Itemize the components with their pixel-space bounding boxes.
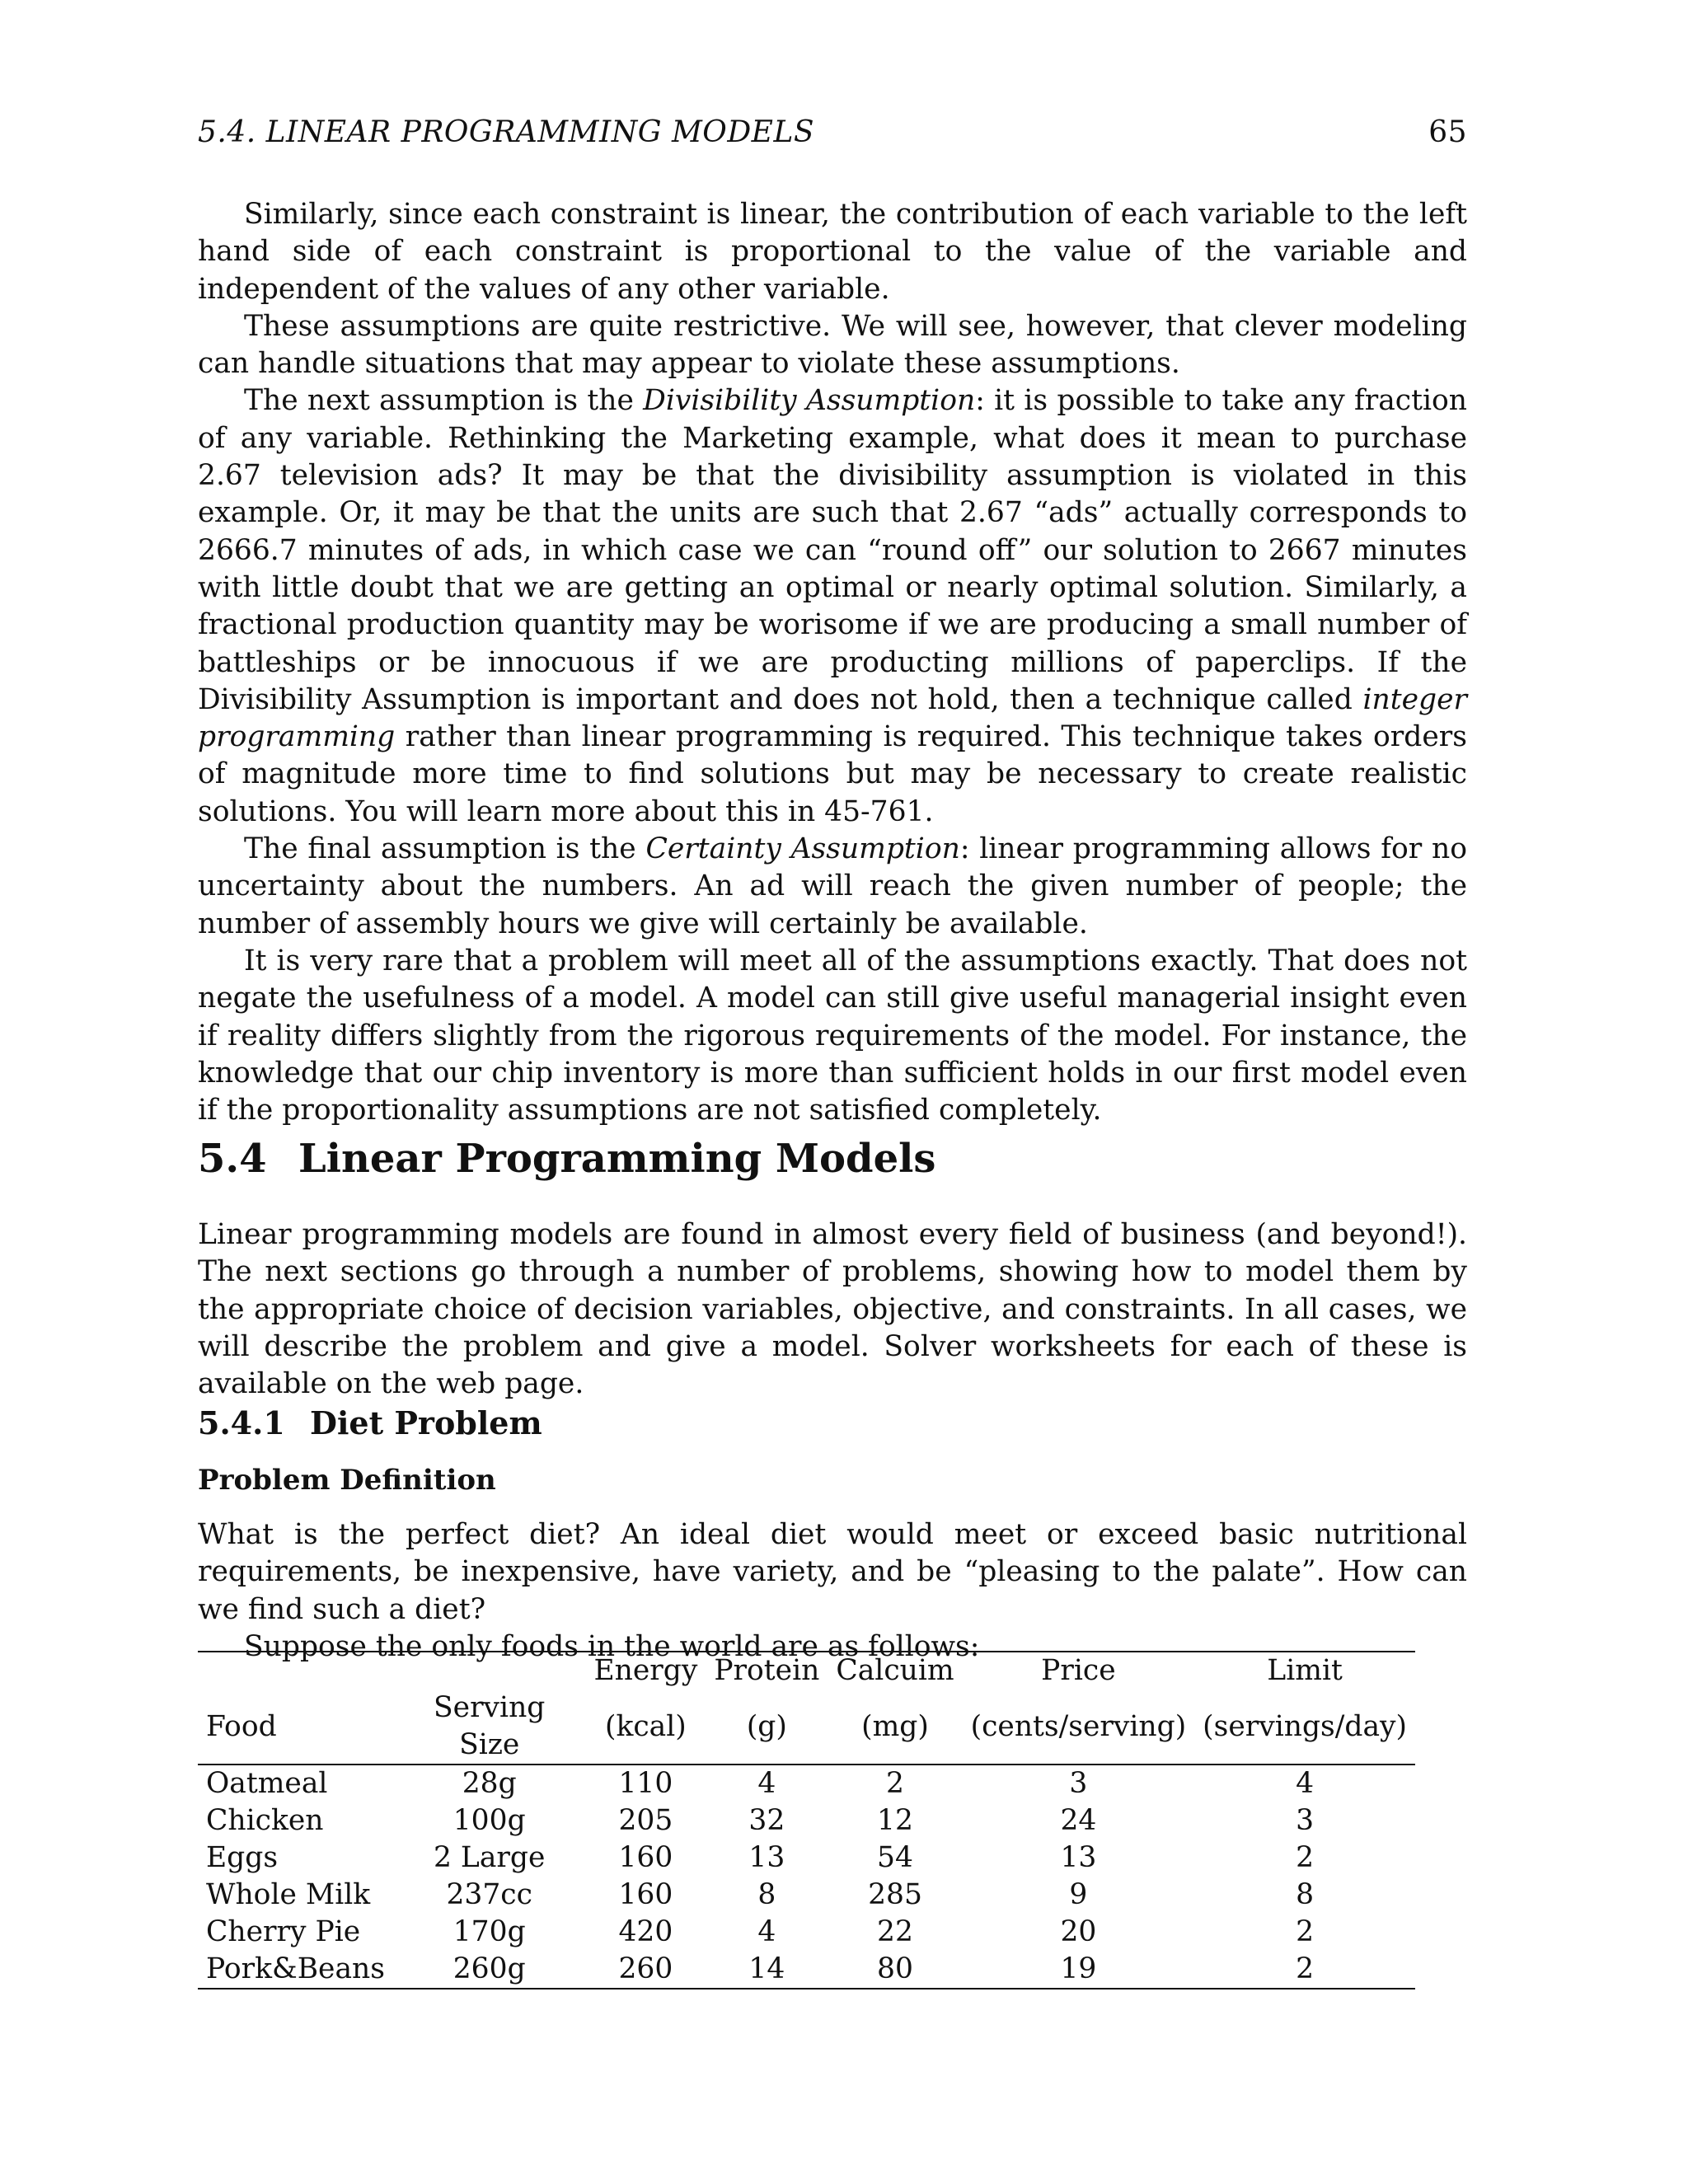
table-row xyxy=(198,1951,1415,1989)
diet-problem-text xyxy=(198,1516,1467,1666)
paragraph-heading: Problem Definition xyxy=(198,1464,496,1497)
paragraph-rare: It is very rare that a problem will meet all of the assumptions exactly. That does not negate the usefulness of a model. A model can still give useful managerial insight even if reality differs slightly from the rigorous requirements of the model. For instance, the knowledge that our chip inventory is more than sufficient holds in our first model even if the proportionality assumptions are not satisfied completely. xyxy=(198,944,1467,1127)
table-cell: 2 xyxy=(886,1767,904,1800)
table-row xyxy=(198,1914,1415,1951)
table-cell: 24 xyxy=(1060,1804,1097,1837)
subsection-number: 5.4.1 xyxy=(198,1404,285,1441)
header-cell: (mg) xyxy=(828,1690,962,1765)
table-cell: 2 Large xyxy=(434,1841,546,1874)
running-title: 5.4. LINEAR PROGRAMMING MODELS xyxy=(198,115,815,149)
table-cell: 160 xyxy=(618,1878,673,1911)
table-cell: 100g xyxy=(452,1804,526,1837)
table-cell: 80 xyxy=(828,1951,962,1989)
table-cell: 260g xyxy=(393,1951,585,1989)
table-cell: 13 xyxy=(748,1841,785,1874)
table-cell: 19 xyxy=(963,1951,1195,1989)
table-cell: 160 xyxy=(618,1841,673,1874)
table-cell: Cherry Pie xyxy=(206,1915,361,1948)
table-cell: 28g xyxy=(462,1767,517,1800)
table-cell: 22 xyxy=(877,1915,913,1948)
header-cell: Energy xyxy=(585,1652,706,1690)
table-cell: Chicken xyxy=(206,1804,324,1837)
table-cell: 260 xyxy=(585,1951,706,1989)
table-row xyxy=(198,1765,1415,1802)
table-header-row-bottom xyxy=(198,1690,1415,1765)
paragraph-divisibility: The next assumption is the Divisibility Assumption: it is possible to take any fraction of any variable. Rethinking the Marketing example, what does it mean to purchase 2.67 television ads? It may be that the divisibility assumption is violated in this example. Or, it may be that the units are such that 2.67 “ads” actually corresponds to 2666.7 minutes of ads, in which case we can “round off” our solution to 2667 minutes with little doubt that we are getting an optimal or nearly optimal solution. Similarly, a fractional production quantity may be worisome if we are producing a small number of battleships or be innocuous if we are producting millions of paperclips. If the Divisibility Assumption is important and does not hold, then a technique called integer programming rather than linear programming is required. This technique takes orders of magnitude more time to find solutions but may be necessary to create realistic solutions. You will learn more about this in 45-761. xyxy=(198,384,1468,828)
table-cell: 205 xyxy=(618,1804,673,1837)
section-heading xyxy=(198,1136,1467,1182)
paragraph-proportionality: Similarly, since each constraint is linear, the contribution of each variable to the left hand side of each constraint is proportional to the value of the variable and independent of the values of any other variable. xyxy=(198,198,1467,306)
header-cell: (g) xyxy=(706,1690,828,1765)
table-cell: 285 xyxy=(868,1878,922,1911)
table-cell: 4 xyxy=(1296,1767,1315,1800)
table-cell: 54 xyxy=(877,1841,913,1874)
header-cell: Calcuim xyxy=(828,1652,962,1690)
header-cell: (kcal) xyxy=(585,1690,706,1765)
table-cell: Pork&Beans xyxy=(198,1951,393,1989)
paragraph-restrictive: These assumptions are quite restrictive. We will see, however, that clever modeling can handle situations that may appear to violate these assumptions. xyxy=(198,309,1467,381)
table-cell: 170g xyxy=(452,1915,526,1948)
section-intro-paragraph: Linear programming models are found in almost every field of business (and beyond!). The next sections go through a number of problems, showing how to model them by the appropriate choice of decision variables, objective, and constraints. In all cases, we will describe the problem and give a model. Solver worksheets for each of these is available on the web page. xyxy=(198,1218,1467,1401)
header-cell xyxy=(393,1652,585,1690)
term-integer-programming: integer programming xyxy=(198,682,1467,754)
table-cell: 2 xyxy=(1296,1841,1315,1874)
header-cell: Serving Size xyxy=(393,1690,585,1765)
section-number: 5.4 xyxy=(198,1136,267,1182)
table-cell: Eggs xyxy=(206,1841,279,1874)
section-title: Linear Programming Models xyxy=(298,1136,936,1182)
table-cell: 32 xyxy=(748,1804,785,1837)
running-header xyxy=(198,115,1467,149)
table-cell: 420 xyxy=(618,1915,673,1948)
table-row xyxy=(198,1840,1415,1877)
table-cell: 4 xyxy=(757,1767,776,1800)
table-cell: 3 xyxy=(1069,1767,1088,1800)
table-cell: 3 xyxy=(1296,1804,1315,1837)
section-intro xyxy=(198,1216,1467,1403)
term-divisibility-assumption: Divisibility Assumption xyxy=(643,384,976,418)
header-cell: Food xyxy=(198,1690,393,1765)
subsection-title: Diet Problem xyxy=(310,1404,542,1441)
table-header-row-top xyxy=(198,1652,1415,1690)
table-cell: 110 xyxy=(618,1767,673,1800)
table-cell: 14 xyxy=(706,1951,828,1989)
table-cell: 13 xyxy=(1060,1841,1097,1874)
table-cell: 2 xyxy=(1194,1951,1415,1989)
table-cell: 4 xyxy=(757,1915,776,1948)
header-cell: Limit xyxy=(1194,1652,1415,1690)
table-cell: 8 xyxy=(1296,1878,1315,1911)
header-cell: (servings/day) xyxy=(1194,1690,1415,1765)
header-cell: (cents/serving) xyxy=(963,1690,1195,1765)
table-cell: 20 xyxy=(1060,1915,1097,1948)
header-cell xyxy=(198,1652,393,1690)
header-cell: Price xyxy=(963,1652,1195,1690)
page-number: 65 xyxy=(1428,115,1467,149)
table-cell: 12 xyxy=(877,1804,913,1837)
table-cell: 237cc xyxy=(446,1878,532,1911)
assumptions-text xyxy=(198,196,1467,1129)
table-cell: 9 xyxy=(1069,1878,1088,1911)
diet-paragraph: What is the perfect diet? An ideal diet would meet or exceed basic nutritional requirements, be inexpensive, have variety, and be “pleasing to the palate”. How can we find such a diet? xyxy=(198,1518,1467,1626)
table-row xyxy=(198,1802,1415,1840)
table-cell: 8 xyxy=(757,1878,776,1911)
table-row xyxy=(198,1877,1415,1914)
food-table xyxy=(198,1651,1415,1990)
term-certainty-assumption: Certainty Assumption xyxy=(645,832,960,866)
table-cell: 2 xyxy=(1296,1915,1315,1948)
header-cell: Protein xyxy=(706,1652,828,1690)
subsection-heading xyxy=(198,1404,1467,1441)
paragraph-certainty: The final assumption is the Certainty Assumption: linear programming allows for no uncertainty about the numbers. An ad will reach the given number of people; the number of assembly hours we give will certainly be available. xyxy=(198,832,1467,940)
table-cell: Whole Milk xyxy=(206,1878,371,1911)
table-cell: Oatmeal xyxy=(206,1767,328,1800)
diet-foods-intro: Suppose the only foods in the world are as follows: xyxy=(244,1629,980,1663)
